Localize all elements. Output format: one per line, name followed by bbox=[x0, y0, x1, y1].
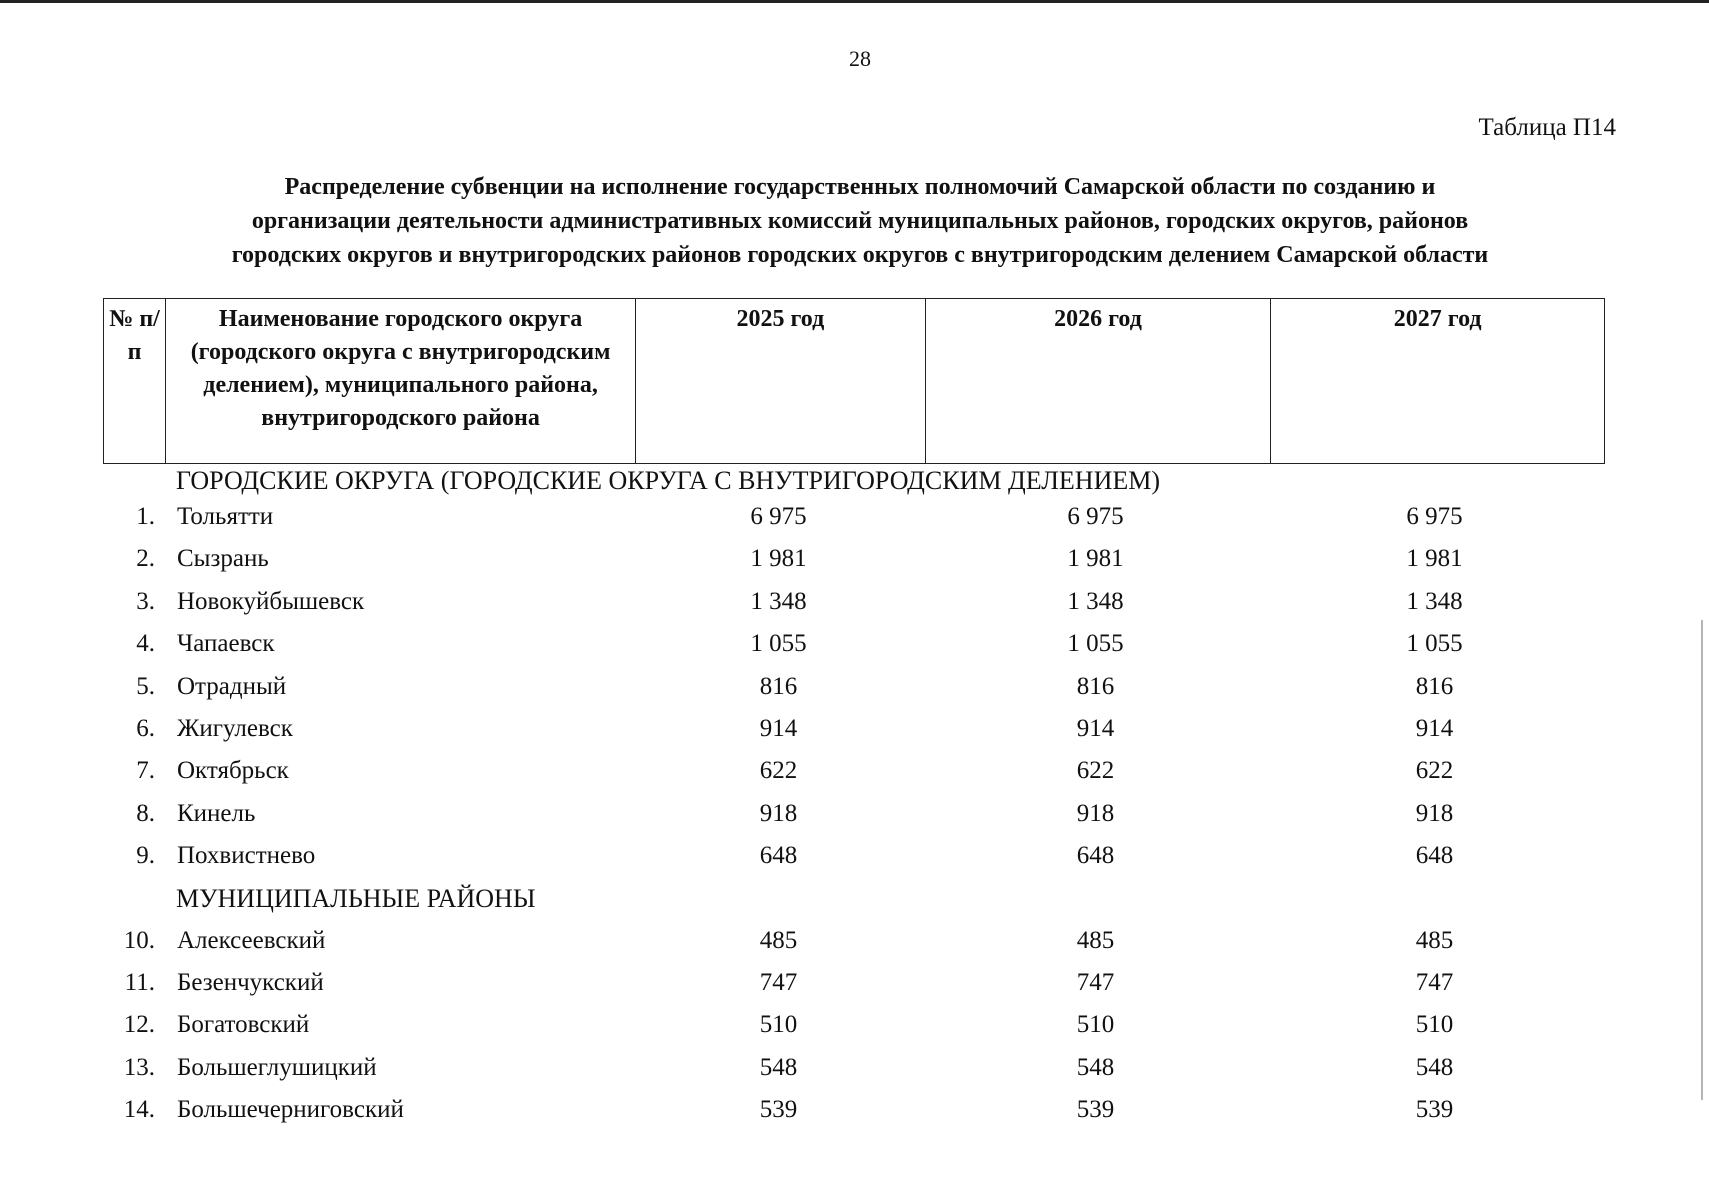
header-row bbox=[104, 299, 1605, 464]
value-2027: 918 bbox=[1415, 799, 1454, 827]
row-number: 11. bbox=[124, 968, 155, 996]
header-2025: 2025 год bbox=[636, 299, 926, 464]
row-name: Большеглушицкий bbox=[177, 1053, 377, 1081]
table-row bbox=[103, 538, 1605, 580]
row-name: Сызрань bbox=[177, 545, 269, 573]
value-2026: 485 bbox=[1076, 926, 1115, 954]
value-2025: 6 975 bbox=[750, 503, 807, 530]
value-2027: 1 055 bbox=[1406, 630, 1463, 658]
value-2025: 539 bbox=[759, 1096, 798, 1124]
header-2026: 2026 год bbox=[925, 299, 1271, 464]
value-2026: 747 bbox=[1076, 968, 1115, 996]
value-2025: 914 bbox=[759, 714, 798, 742]
row-number: 10. bbox=[123, 926, 155, 954]
value-2027: 914 bbox=[1415, 714, 1454, 742]
value-2025: 485 bbox=[759, 926, 798, 954]
document-title bbox=[100, 170, 1620, 272]
row-name: Богатовский bbox=[177, 1011, 310, 1039]
header-2027: 2027 год bbox=[1271, 299, 1605, 464]
table-label: Таблица П14 bbox=[1478, 114, 1616, 141]
value-2026: 914 bbox=[1076, 714, 1115, 742]
section-heading: МУНИЦИПАЛЬНЫЕ РАЙОНЫ bbox=[176, 883, 536, 913]
table-row bbox=[103, 623, 1605, 665]
table-row bbox=[103, 1004, 1605, 1046]
section-heading: ГОРОДСКИЕ ОКРУГА (ГОРОДСКИЕ ОКРУГА С ВНУТРИГОРОДСКИМ ДЕЛЕНИЕМ) bbox=[176, 466, 1161, 495]
title-line: Распределение субвенции на исполнение государственных полномочий Самарской области по созданию и bbox=[284, 174, 1436, 200]
table-row bbox=[103, 496, 1605, 538]
scan-edge-mark bbox=[1701, 620, 1703, 1100]
title-line: организации деятельности административных комиссий муниципальных районов, городских округов, районов bbox=[251, 208, 1469, 234]
table-row bbox=[103, 835, 1605, 877]
table-body bbox=[103, 466, 1605, 1131]
value-2026: 6 975 bbox=[1067, 503, 1124, 530]
value-2026: 816 bbox=[1076, 672, 1115, 700]
value-2026: 622 bbox=[1076, 757, 1115, 785]
row-name: Чапаевск bbox=[177, 630, 275, 658]
row-number: 2. bbox=[136, 545, 155, 573]
row-number: 6. bbox=[136, 714, 155, 742]
table-row bbox=[103, 666, 1605, 708]
table-header bbox=[103, 298, 1605, 464]
row-number: 7. bbox=[136, 757, 155, 785]
value-2026: 648 bbox=[1076, 842, 1115, 870]
row-name: Жигулевск bbox=[177, 714, 293, 742]
value-2025: 510 bbox=[759, 1011, 798, 1039]
table-row bbox=[103, 708, 1605, 750]
value-2025: 1 348 bbox=[750, 587, 807, 615]
scan-top-rule bbox=[0, 0, 1709, 3]
table-row bbox=[103, 750, 1605, 792]
table-row bbox=[103, 1047, 1605, 1089]
value-2026: 548 bbox=[1076, 1053, 1115, 1081]
row-number: 5. bbox=[136, 672, 155, 700]
value-2027: 1 981 bbox=[1406, 545, 1463, 573]
table-row bbox=[103, 920, 1605, 962]
table-row bbox=[103, 1089, 1605, 1131]
row-name: Безенчукский bbox=[177, 968, 324, 996]
row-name: Алексеевский bbox=[177, 926, 326, 954]
row-name: Тольятти bbox=[177, 503, 274, 530]
value-2027: 548 bbox=[1415, 1053, 1454, 1081]
header-name: Наименование городского округа (городского округа с внутригородским делением), муниципального района, внутригородского района bbox=[166, 299, 636, 464]
row-number: 1. bbox=[136, 503, 155, 530]
value-2027: 485 bbox=[1415, 926, 1454, 954]
row-number: 12. bbox=[123, 1011, 155, 1039]
value-2027: 816 bbox=[1415, 672, 1454, 700]
title-line: городских округов и внутригородских районов городских округов с внутригородским делением Самарской области bbox=[231, 242, 1489, 268]
value-2025: 622 bbox=[759, 757, 798, 785]
value-2025: 548 bbox=[759, 1053, 798, 1081]
header-num: № п/п bbox=[104, 299, 166, 464]
value-2025: 1 981 bbox=[750, 545, 807, 573]
value-2026: 1 981 bbox=[1067, 545, 1124, 573]
value-2025: 648 bbox=[759, 842, 798, 870]
value-2027: 622 bbox=[1415, 757, 1454, 785]
value-2026: 1 348 bbox=[1067, 587, 1124, 615]
row-number: 4. bbox=[136, 630, 155, 658]
value-2027: 1 348 bbox=[1406, 587, 1463, 615]
value-2025: 918 bbox=[759, 799, 798, 827]
value-2027: 539 bbox=[1415, 1096, 1454, 1124]
value-2027: 6 975 bbox=[1406, 503, 1463, 530]
value-2025: 1 055 bbox=[750, 630, 807, 658]
row-name: Похвистнево bbox=[177, 842, 316, 870]
value-2026: 1 055 bbox=[1067, 630, 1124, 658]
page-number: 28 bbox=[849, 46, 871, 71]
value-2027: 648 bbox=[1415, 842, 1454, 870]
row-name: Новокуйбышевск bbox=[177, 587, 365, 615]
value-2026: 539 bbox=[1076, 1096, 1115, 1124]
row-number: 8. bbox=[136, 799, 155, 827]
table-row bbox=[103, 793, 1605, 835]
value-2025: 816 bbox=[759, 672, 798, 700]
value-2025: 747 bbox=[759, 968, 798, 996]
row-name: Октябрьск bbox=[177, 757, 289, 785]
row-name: Большечерниговский bbox=[177, 1096, 404, 1124]
value-2026: 918 bbox=[1076, 799, 1115, 827]
value-2027: 510 bbox=[1415, 1011, 1454, 1039]
row-number: 14. bbox=[123, 1096, 155, 1124]
value-2027: 747 bbox=[1415, 968, 1454, 996]
value-2026: 510 bbox=[1076, 1011, 1115, 1039]
row-number: 9. bbox=[136, 842, 155, 870]
row-number: 3. bbox=[136, 587, 155, 615]
table-row bbox=[103, 581, 1605, 623]
row-number: 13. bbox=[123, 1053, 155, 1081]
row-name: Кинель bbox=[177, 799, 256, 827]
row-name: Отрадный bbox=[177, 672, 287, 700]
table-row bbox=[103, 962, 1605, 1004]
